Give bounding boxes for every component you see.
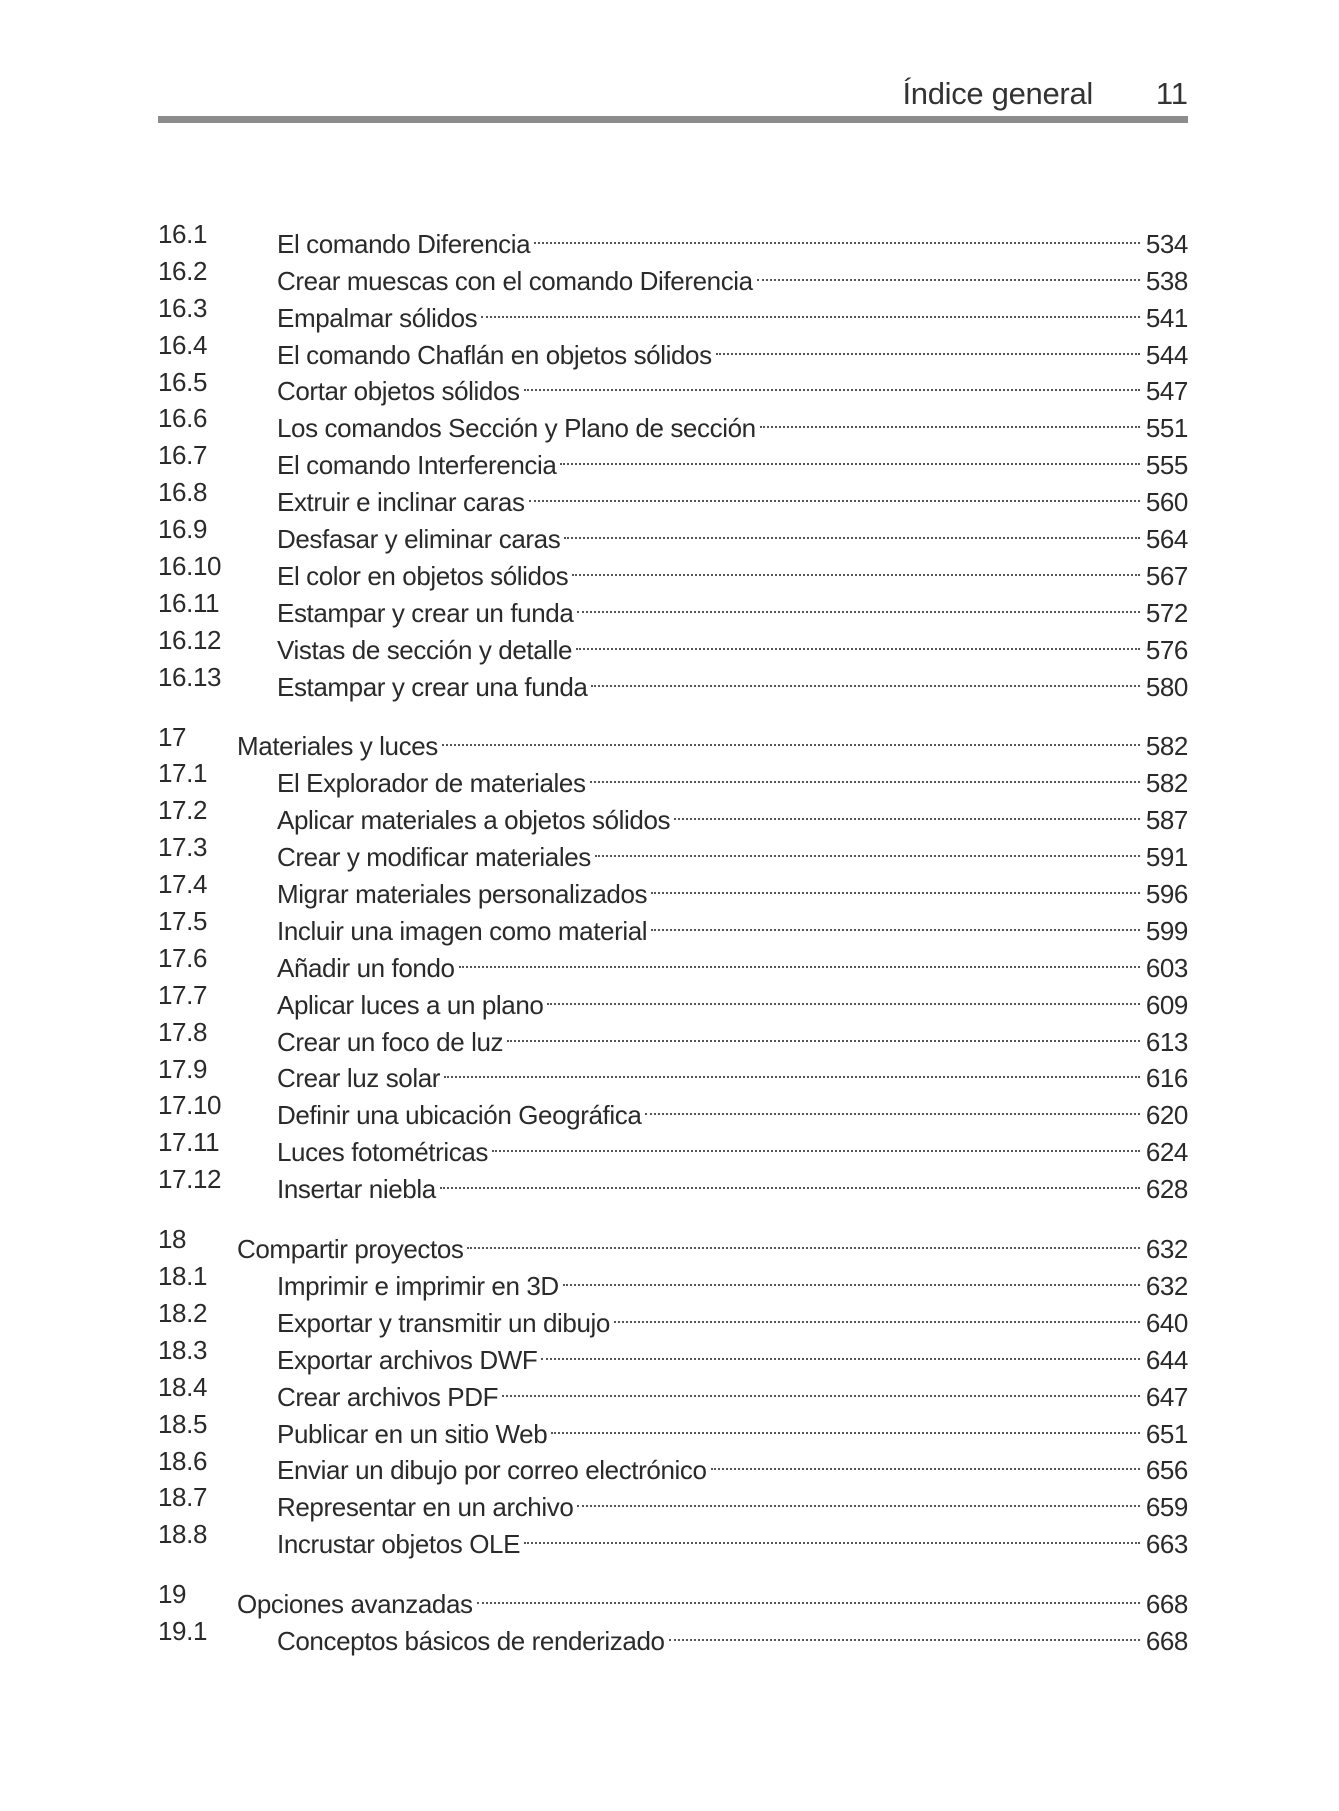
entry-title: Definir una ubicación Geográfica <box>277 1100 642 1131</box>
entry-number: 16.7 <box>158 440 208 471</box>
entry-number: 18.4 <box>158 1371 208 1402</box>
entry-page-number: 580 <box>1145 671 1188 702</box>
dot-leader <box>577 585 1143 622</box>
entry-page-number: 564 <box>1145 524 1188 555</box>
entry-page-number: 567 <box>1145 560 1188 591</box>
entry-title: Crear un foco de luz <box>277 1026 504 1057</box>
toc-section-entry <box>158 364 1188 407</box>
entry-page-number: 628 <box>1145 1174 1188 1205</box>
entry-page-number: 644 <box>1145 1344 1188 1375</box>
toc-chapter-entry <box>158 719 1188 762</box>
entry-number: 17 <box>158 721 187 752</box>
dot-leader <box>492 1124 1144 1161</box>
toc-section-entry <box>158 1406 1188 1449</box>
entry-page-number: 534 <box>1145 228 1188 259</box>
entry-page-number: 663 <box>1145 1529 1188 1560</box>
dot-leader <box>716 327 1144 364</box>
toc-section-entry <box>158 1014 1188 1057</box>
entry-number: 18.6 <box>158 1445 208 1476</box>
entry-number: 16.9 <box>158 514 208 545</box>
entry-page-number: 596 <box>1145 879 1188 910</box>
dot-leader <box>572 548 1144 585</box>
entry-page-number: 659 <box>1145 1492 1188 1523</box>
entry-page-number: 632 <box>1145 1234 1188 1265</box>
entry-title: Exportar archivos DWF <box>277 1344 538 1375</box>
toc-section-entry <box>158 1295 1188 1338</box>
entry-title: El Explorador de materiales <box>277 768 586 799</box>
entry-title: Crear luz solar <box>277 1063 441 1094</box>
entry-title-line <box>277 1161 1188 1208</box>
toc-section-entry <box>158 1443 1188 1486</box>
toc-section-entry <box>158 1613 1188 1656</box>
entry-number: 17.2 <box>158 795 208 826</box>
dot-leader <box>614 1295 1144 1332</box>
dot-leader <box>560 437 1143 474</box>
toc-section-entry <box>158 216 1188 259</box>
entry-title: Aplicar materiales a objetos sólidos <box>277 805 671 836</box>
entry-title: Opciones avanzadas <box>237 1589 473 1620</box>
dot-leader <box>711 1443 1144 1480</box>
entry-title-line <box>277 1516 1188 1563</box>
entry-number: 17.5 <box>158 906 208 937</box>
entry-page-number: 572 <box>1145 597 1188 628</box>
entry-page-number: 656 <box>1145 1455 1188 1486</box>
entry-number: 17.3 <box>158 832 208 863</box>
toc-section-entry <box>158 829 1188 873</box>
entry-title-line <box>277 659 1188 706</box>
entry-page-number: 651 <box>1145 1418 1188 1449</box>
entry-title: El comando Diferencia <box>277 228 531 259</box>
entry-title: Estampar y crear una funda <box>277 671 588 702</box>
entry-number: 17.10 <box>158 1090 222 1121</box>
entry-number: 16.4 <box>158 329 208 360</box>
entry-page-number: 603 <box>1145 952 1188 983</box>
dot-leader <box>757 253 1144 290</box>
toc-section-entry <box>158 792 1188 836</box>
entry-page-number: 544 <box>1145 339 1188 370</box>
entry-number: 18.7 <box>158 1482 208 1513</box>
toc-chapter-entry <box>158 1221 1188 1265</box>
entry-number: 16.8 <box>158 477 208 508</box>
toc-section-entry <box>158 1369 1188 1412</box>
entry-title: Publicar en un sitio Web <box>277 1418 548 1449</box>
entry-title: Crear archivos PDF <box>277 1381 499 1412</box>
entry-page-number: 560 <box>1145 487 1188 518</box>
entry-title: El comando Chaflán en objetos sólidos <box>277 339 712 370</box>
entry-page-number: 668 <box>1145 1589 1188 1620</box>
entry-number: 16.6 <box>158 403 208 434</box>
dot-leader <box>551 1406 1144 1443</box>
toc-section-entry <box>158 585 1188 628</box>
entry-page-number: 632 <box>1145 1270 1188 1301</box>
toc-section-entry <box>158 1124 1188 1168</box>
entry-number: 16.5 <box>158 366 208 397</box>
entry-title-line <box>277 1613 1188 1660</box>
toc-chapter-entry <box>158 1576 1188 1620</box>
dot-leader <box>541 1332 1143 1369</box>
toc-section-entry <box>158 1161 1188 1205</box>
entry-page-number: 668 <box>1145 1625 1188 1656</box>
entry-number: 17.9 <box>158 1053 208 1084</box>
entry-title: Compartir proyectos <box>237 1234 464 1265</box>
entry-page-number: 591 <box>1145 842 1188 873</box>
entry-title: Cortar objetos sólidos <box>277 376 520 407</box>
entry-title: Vistas de sección y detalle <box>277 634 573 665</box>
dot-leader <box>529 474 1144 511</box>
toc-section-entry <box>158 511 1188 555</box>
table-of-contents <box>158 216 1188 1656</box>
entry-title: Los comandos Sección y Plano de sección <box>277 413 756 444</box>
toc-section-entry <box>158 940 1188 983</box>
entry-number: 17.1 <box>158 758 208 789</box>
toc-section-entry <box>158 755 1188 799</box>
entry-title: Crear y modificar materiales <box>277 842 591 873</box>
toc-section-entry <box>158 548 1188 591</box>
entry-number: 16.10 <box>158 551 222 582</box>
dot-leader <box>524 1516 1144 1553</box>
entry-title: Migrar materiales personalizados <box>277 879 648 910</box>
toc-section-entry <box>158 977 1188 1020</box>
toc-section-entry <box>158 290 1188 333</box>
header-rule <box>158 116 1188 123</box>
entry-number: 16.13 <box>158 661 222 692</box>
entry-title: El color en objetos sólidos <box>277 560 569 591</box>
dot-leader <box>577 1479 1143 1516</box>
dot-leader <box>595 829 1144 866</box>
dot-leader <box>477 1576 1144 1613</box>
entry-page-number: 538 <box>1145 265 1188 296</box>
toc-section-entry <box>158 253 1188 296</box>
entry-number: 18.1 <box>158 1261 208 1292</box>
toc-section-entry <box>158 1051 1188 1094</box>
dot-leader <box>481 290 1144 327</box>
dot-leader <box>564 511 1143 548</box>
entry-title: Insertar niebla <box>277 1174 436 1205</box>
entry-number: 17.6 <box>158 942 208 973</box>
entry-title: El comando Interferencia <box>277 450 557 481</box>
entry-page-number: 587 <box>1145 805 1188 836</box>
entry-page-number: 624 <box>1145 1137 1188 1168</box>
dot-leader <box>547 977 1143 1014</box>
dot-leader <box>467 1221 1143 1258</box>
entry-title: Extruir e inclinar caras <box>277 487 525 518</box>
entry-page-number: 620 <box>1145 1100 1188 1131</box>
dot-leader <box>651 866 1144 903</box>
entry-page-number: 555 <box>1145 450 1188 481</box>
entry-number: 18.5 <box>158 1408 208 1439</box>
dot-leader <box>669 1613 1144 1650</box>
entry-number: 16.11 <box>158 587 220 618</box>
toc-section-entry <box>158 866 1188 910</box>
entry-page-number: 613 <box>1145 1026 1188 1057</box>
toc-section-entry <box>158 1258 1188 1301</box>
entry-number: 16.12 <box>158 624 222 655</box>
entry-title: Incrustar objetos OLE <box>277 1529 521 1560</box>
toc-section-entry <box>158 1332 1188 1375</box>
entry-number: 18.8 <box>158 1519 208 1550</box>
dot-leader <box>459 940 1144 977</box>
entry-number: 17.4 <box>158 869 208 900</box>
entry-page-number: 616 <box>1145 1063 1188 1094</box>
entry-number: 19 <box>158 1579 187 1610</box>
entry-page-number: 576 <box>1145 634 1188 665</box>
entry-title: Enviar un dibujo por correo electrónico <box>277 1455 707 1486</box>
entry-page-number: 599 <box>1145 915 1188 946</box>
toc-section-entry <box>158 327 1188 370</box>
entry-page-number: 582 <box>1145 768 1188 799</box>
entry-number: 16.3 <box>158 292 208 323</box>
dot-leader <box>444 1051 1144 1088</box>
toc-section-entry <box>158 1479 1188 1523</box>
entry-number: 17.11 <box>158 1127 220 1158</box>
toc-section-entry <box>158 1087 1188 1131</box>
entry-number: 17.12 <box>158 1164 222 1195</box>
entry-title: Desfasar y eliminar caras <box>277 524 561 555</box>
toc-section-entry <box>158 437 1188 481</box>
entry-title: Aplicar luces a un plano <box>277 989 544 1020</box>
dot-leader <box>591 659 1143 696</box>
entry-page-number: 551 <box>1145 413 1188 444</box>
entry-title: Empalmar sólidos <box>277 302 478 333</box>
entry-number: 19.1 <box>158 1616 208 1647</box>
dot-leader <box>674 792 1144 829</box>
entry-page-number: 582 <box>1145 731 1188 762</box>
entry-title: Representar en un archivo <box>277 1492 574 1523</box>
toc-section-entry <box>158 622 1188 665</box>
dot-leader <box>651 903 1144 940</box>
dot-leader <box>760 400 1144 437</box>
toc-section-entry <box>158 1516 1188 1560</box>
dot-leader <box>534 216 1144 253</box>
entry-number: 18.3 <box>158 1334 208 1365</box>
entry-number: 18 <box>158 1224 187 1255</box>
entry-title: Añadir un fondo <box>277 952 455 983</box>
entry-title: Incluir una imagen como material <box>277 915 648 946</box>
entry-page-number: 547 <box>1145 376 1188 407</box>
entry-title: Estampar y crear un funda <box>277 597 574 628</box>
dot-leader <box>442 719 1144 756</box>
entry-number: 17.7 <box>158 979 208 1010</box>
entry-title: Conceptos básicos de renderizado <box>277 1625 665 1656</box>
entry-title: Materiales y luces <box>237 731 438 762</box>
entry-page-number: 640 <box>1145 1307 1188 1338</box>
header-page-number: 11 <box>1155 76 1188 111</box>
entry-page-number: 541 <box>1145 302 1188 333</box>
toc-section-entry <box>158 474 1188 518</box>
dot-leader <box>524 364 1144 401</box>
entry-number: 16.1 <box>158 219 208 249</box>
dot-leader <box>440 1161 1144 1198</box>
header-title: Índice general <box>902 76 1093 111</box>
entry-number: 16.2 <box>158 255 208 286</box>
dot-leader <box>502 1369 1144 1406</box>
entry-title: Crear muescas con el comando Diferencia <box>277 265 753 296</box>
running-header <box>158 72 1188 116</box>
toc-section-entry <box>158 400 1188 444</box>
dot-leader <box>507 1014 1144 1051</box>
entry-page-number: 647 <box>1145 1381 1188 1412</box>
entry-page-number: 609 <box>1145 989 1188 1020</box>
entry-number: 18.2 <box>158 1297 208 1328</box>
dot-leader <box>645 1087 1143 1124</box>
toc-section-entry <box>158 903 1188 946</box>
entry-title: Exportar y transmitir un dibujo <box>277 1307 610 1338</box>
toc-section-entry <box>158 659 1188 702</box>
entry-title: Imprimir e imprimir en 3D <box>277 1270 559 1301</box>
dot-leader <box>563 1258 1144 1295</box>
dot-leader <box>576 622 1144 659</box>
entry-title: Luces fotométricas <box>277 1137 489 1168</box>
entry-number: 17.8 <box>158 1016 208 1047</box>
dot-leader <box>590 755 1144 792</box>
